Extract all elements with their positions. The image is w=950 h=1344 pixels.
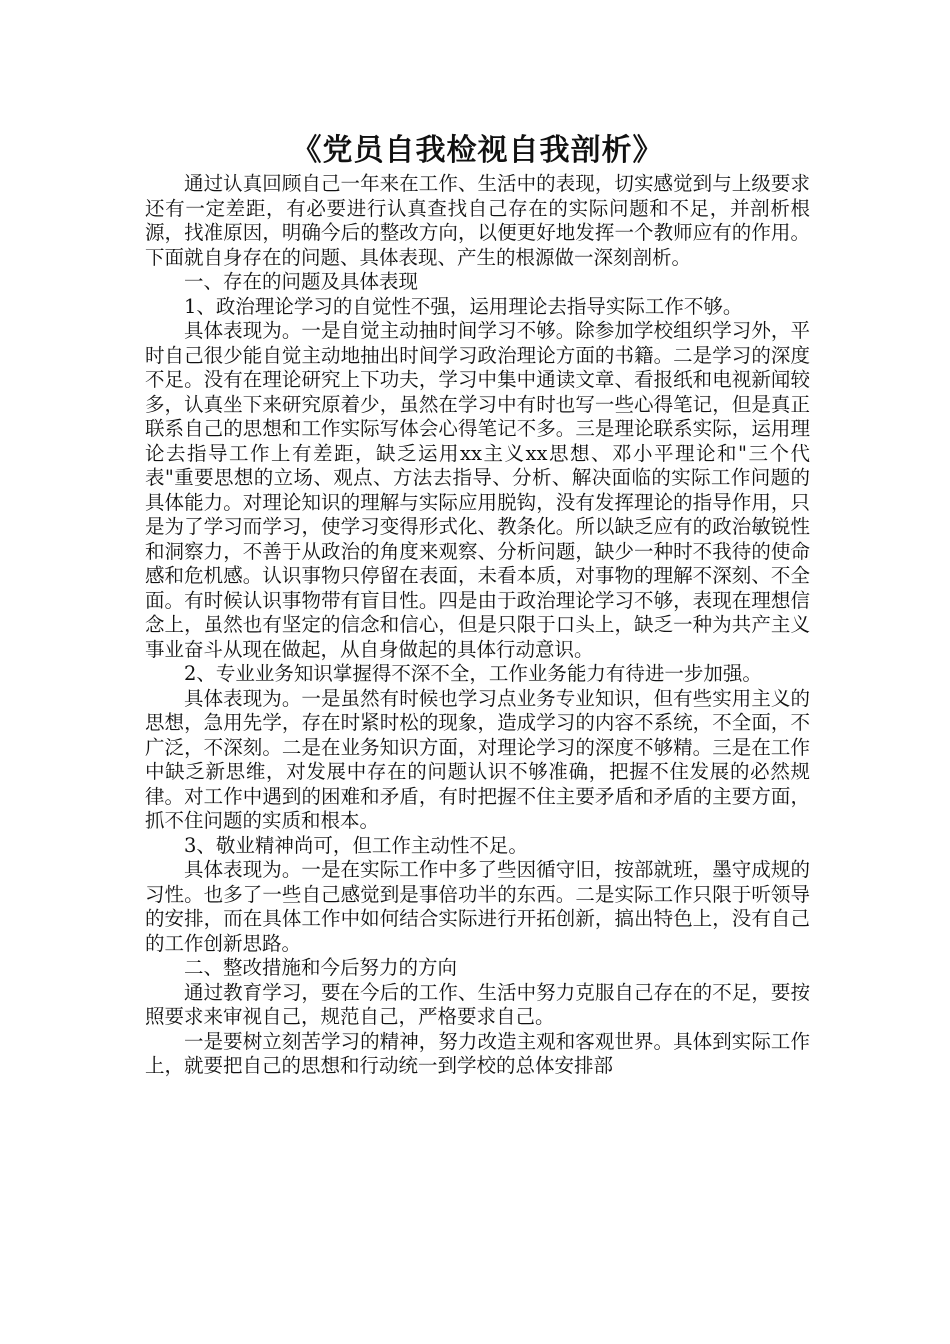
subheading-political-study: 1、政治理论学习的自觉性不强，运用理论去指导实际工作不够。 [184,294,743,318]
paragraph-measures-intro: 通过教育学习，要在今后的工作、生活中努力克服自己存在的不足，要按照要求来审视自己，规范自己，严格要求自己。 [145,980,810,1028]
paragraph-professional-knowledge-details: 具体表现为。一是虽然有时候也学习点业务专业知识，但有些实用主义的思想，急用先学，存在时紧时松的现象，造成学习的内容不系统，不全面，不广泛，不深刻。二是在业务知识方面，对理论学习的深度不够精。三是在工作中缺乏新思维，对发展中存在的问题认识不够准确，把握不住发展的必然规律。对工作中遇到的困难和矛盾，有时把握不住主要矛盾和矛盾的主要方面，抓不住问题的实质和根本。 [145,686,810,832]
document-page [145,130,810,1079]
paragraph-measure-one: 一是要树立刻苦学习的精神，努力改造主观和客观世界。具体到实际工作上，就要把自己的思想和行动统一到学校的总体安排部 [145,1029,810,1077]
section-heading-problems: 一、存在的问题及具体表现 [184,270,419,293]
document-title: 《党员自我检视自我剖析》 [291,133,664,168]
paragraph-political-study-details: 具体表现为。一是自觉主动抽时间学习不够。除参加学校组织学习外，平时自己很少能自觉主动地抽出时间学习政治理论方面的书籍。二是学习的深度不足。没有在理论研究上下功夫，学习中集中通读文章、看报纸和电视新闻较多，认真坐下来研究原着少，虽然在学习中有时也写一些心得笔记，但是真正联系自己的思想和工作实际写体会心得笔记不多。三是理论联系实际，运用理论去指导工作上有差距，缺乏运用xx主义xx思想、邓小平理论和"三个代表"重要思想的立场、观点、方法去指导、分析、解决面临的实际工作问题的具体能力。对理论知识的理解与实际应用脱钩，没有发挥理论的指导作用，只是为了学习而学习，使学习变得形式化、教条化。所以缺乏应有的政治敏锐性和洞察力，不善于从政治的角度来观察、分析问题，缺少一种时不我待的使命感和危机感。认识事物只停留在表面，未看本质，对事物的理解不深刻、不全面。有时候认识事物带有盲目性。四是由于政治理论学习不够，表现在理想信念上，虽然也有坚定的信念和信心，但是只限于口头上，缺乏一种为共产主义事业奋斗从现在做起，从自身做起的具体行动意识。 [145,319,810,661]
subheading-professional-knowledge: 2、专业业务知识掌握得不深不全，工作业务能力有待进一步加强。 [184,662,762,685]
section-heading-measures: 二、整改措施和今后努力的方向 [184,956,458,979]
paragraph-work-initiative-details: 具体表现为。一是在实际工作中多了些因循守旧，按部就班，墨守成规的习性。也多了一些自己感觉到是事倍功半的东西。二是实际工作只限于听领导的安排，而在具体工作中如何结合实际进行开拓创新，搞出特色上，没有自己的工作创新思路。 [145,858,810,955]
intro-paragraph: 通过认真回顾自己一年来在工作、生活中的表现，切实感觉到与上级要求还有一定差距，有必要进行认真查找自己存在的实际问题和不足，并剖析根源，找准原因，明确今后的整改方向，以便更好地发挥一个教师应有的作用。下面就自身存在的问题、具体表现、产生的根源做一深刻剖析。 [145,172,810,269]
subheading-work-initiative: 3、敬业精神尚可，但工作主动性不足。 [184,833,528,857]
